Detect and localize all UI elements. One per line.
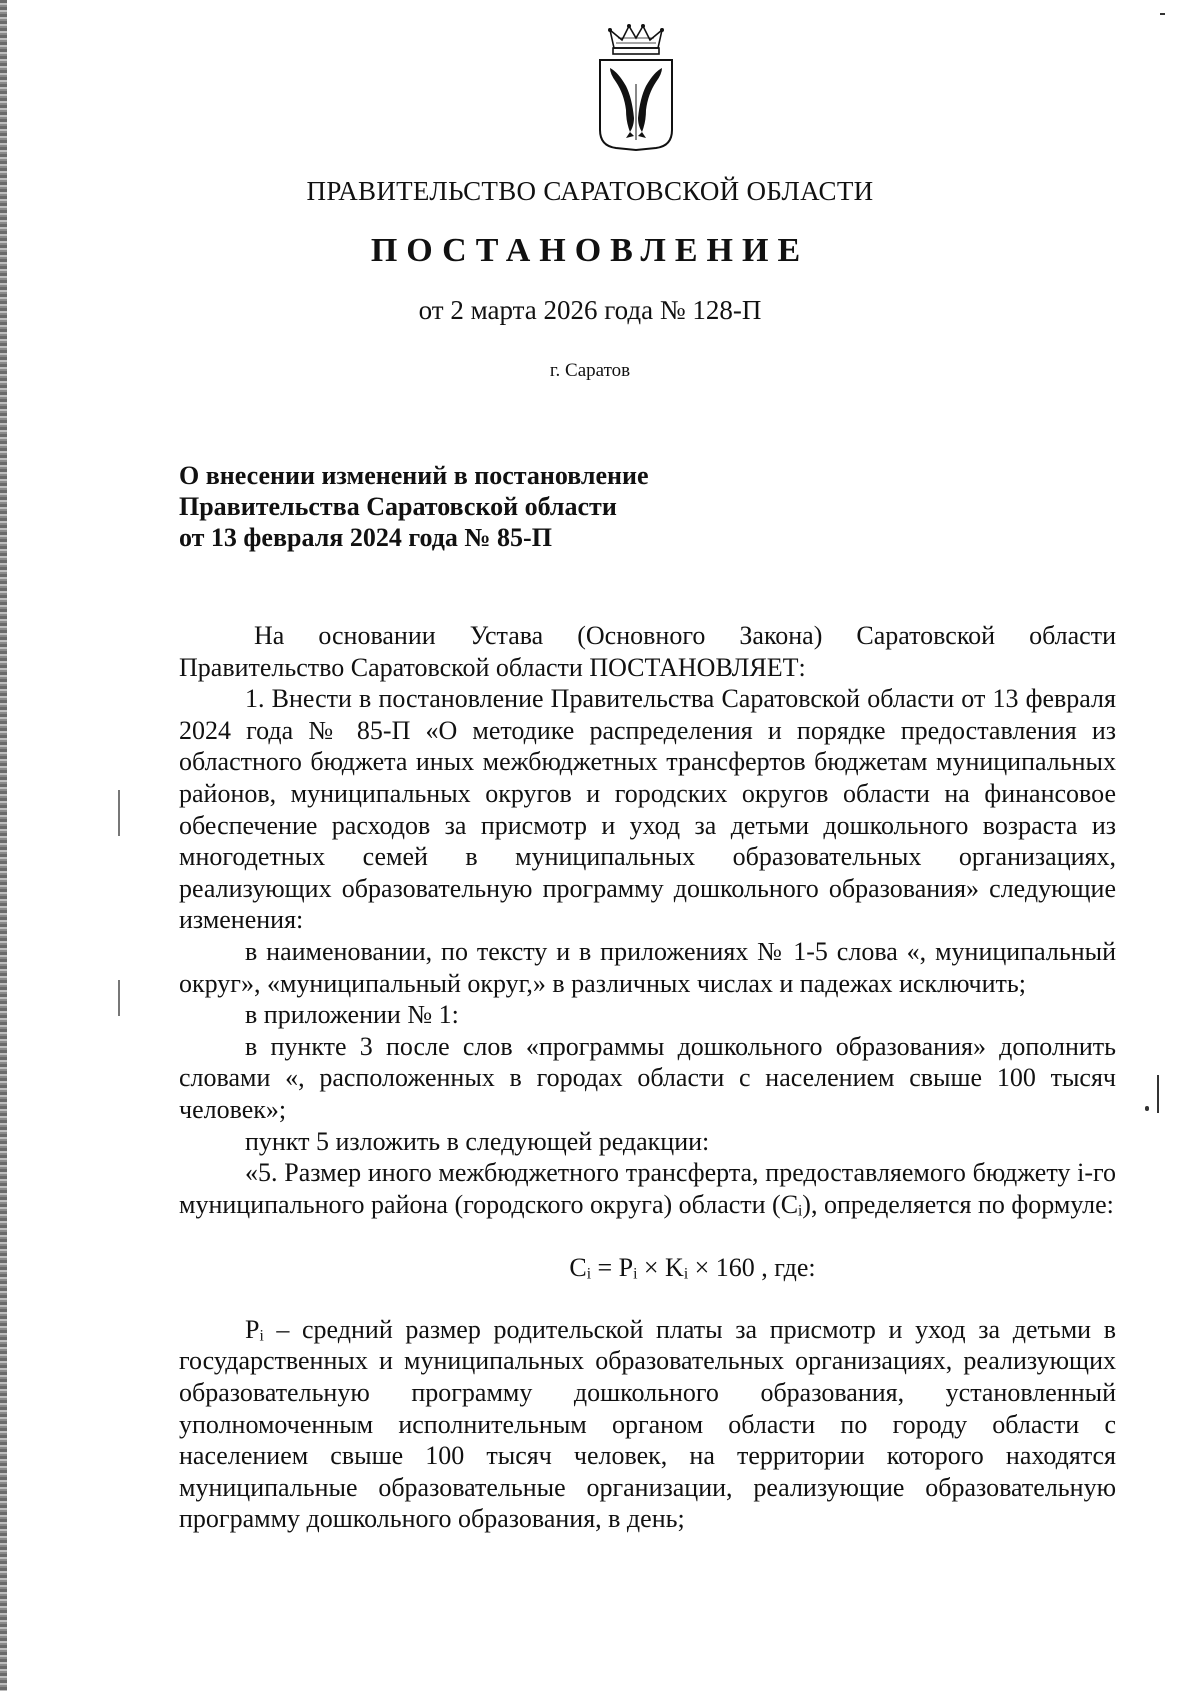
saratov-coat-of-arms-icon <box>596 22 676 154</box>
scan-speck <box>118 980 120 1016</box>
document-type: ПОСТАНОВЛЕНИЕ <box>370 232 810 269</box>
paragraph-point-5-text: «5. Размер иного межбюджетного трансферта, предоставляемого бюджету i-го муниципального района (городского округа) области (Cᵢ), определяется по формуле: <box>179 1158 1116 1219</box>
paragraph-item-1: 1. Внести в постановление Правительства Саратовской области от 13 февраля 2024 года № 85-П «О методике распределения и порядке предоставления из областного бюджета иных межбюджетных трансфертов бюджетам муниципальных районов, муниципальных округов и городских округов области на финансовое обеспечение расходов за присмотр и уход за детьми дошкольного возраста из многодетных семей в муниципальных образовательных организациях, реализующих образовательную программу дошкольного образования» следующие изменения: <box>179 684 1116 935</box>
document-number: от 2 марта 2026 года № 128-П <box>418 295 762 325</box>
scan-speck <box>1145 1106 1149 1111</box>
paragraph-change-names: в наименовании, по тексту и в приложениях № 1-5 слова «, муниципальный округ», «муниципальный округ,» в различных числах и падежах исключить; <box>179 936 1116 998</box>
subject-line: О внесении изменений в постановление <box>179 461 649 490</box>
formula: Cᵢ = Pᵢ × Kᵢ × 160 , где: <box>569 1253 816 1283</box>
paragraph-point-5: пункт 5 изложить в следующей редакции: <box>245 1126 710 1156</box>
scan-speck <box>1160 13 1165 15</box>
document-subject <box>179 460 649 553</box>
document-body <box>179 620 1116 1535</box>
document-city: г. Саратов <box>549 360 631 381</box>
paragraph-appendix-1: в приложении № 1: <box>245 1000 459 1030</box>
paragraph-preamble: На основании Устава (Основного Закона) Саратовской области Правительство Саратовской области ПОСТАНОВЛЯЕТ: <box>179 621 1116 682</box>
scan-speck <box>1157 1075 1159 1113</box>
scan-speck <box>118 790 120 836</box>
government-name: ПРАВИТЕЛЬСТВО САРАТОВСКОЙ ОБЛАСТИ <box>306 176 874 206</box>
subject-line: Правительства Саратовской области <box>179 492 617 521</box>
paragraph-definition-p: Pᵢ – средний размер родительской платы за присмотр и уход за детьми в государственных и муниципальных образовательных организациях, реализующих образовательную программу дошкольного образования, установленный уполномоченным исполнительным органом области по городу области с населением свыше 100 тысяч человек, на территории которого находятся муниципальные образовательные организации, реализующие образовательную программу дошкольного образования, в день; <box>179 1314 1116 1534</box>
paragraph-point-3: в пункте 3 после слов «программы дошкольного образования» дополнить словами «, расположенных в городах области с населением свыше 100 тысяч человек»; <box>179 1031 1116 1124</box>
subject-line: от 13 февраля 2024 года № 85-П <box>179 523 552 552</box>
